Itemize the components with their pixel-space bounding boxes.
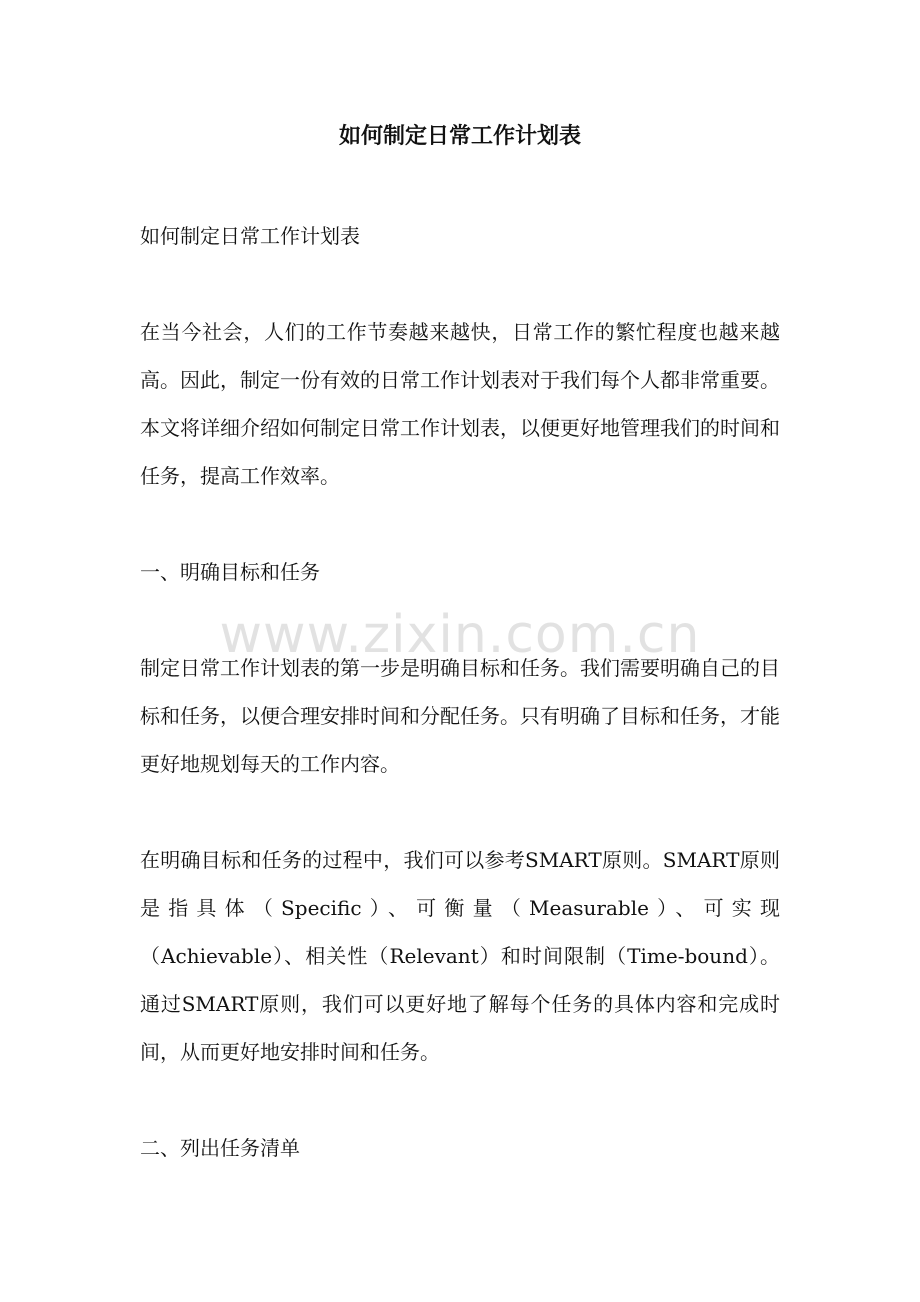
section-heading-2: 二、列出任务清单 [140, 1136, 300, 1160]
intro-paragraph: 在当今社会，人们的工作节奏越来越快，日常工作的繁忙程度也越来越高。因此，制定一份有效的日常工作计划表对于我们每个人都非常重要。本文将详细介绍如何制定日常工作计划表，以便更好地管理我们的时间和任务，提高工作效率。 [140, 320, 780, 488]
document-subtitle: 如何制定日常工作计划表 [140, 224, 360, 248]
watermark-text: www.zixin.com.cn [219, 605, 701, 665]
document-title: 如何制定日常工作计划表 [338, 124, 581, 149]
section1-paragraph-2: 在明确目标和任务的过程中，我们可以参考SMART原则。SMART原则是指具体（Specific）、可衡量（Measurable）、可实现（Achievable）、相关性（Relevant）和时间限制（Time-bound）。通过SMART原则，我们可以更好地了解每个任务的具体内容和完成时间，从而更好地安排时间和任务。 [140, 848, 780, 1064]
section1-paragraph-1: 制定日常工作计划表的第一步是明确目标和任务。我们需要明确自己的目标和任务，以便合理安排时间和分配任务。只有明确了目标和任务，才能更好地规划每天的工作内容。 [140, 656, 780, 776]
section-heading-1: 一、明确目标和任务 [140, 560, 320, 584]
